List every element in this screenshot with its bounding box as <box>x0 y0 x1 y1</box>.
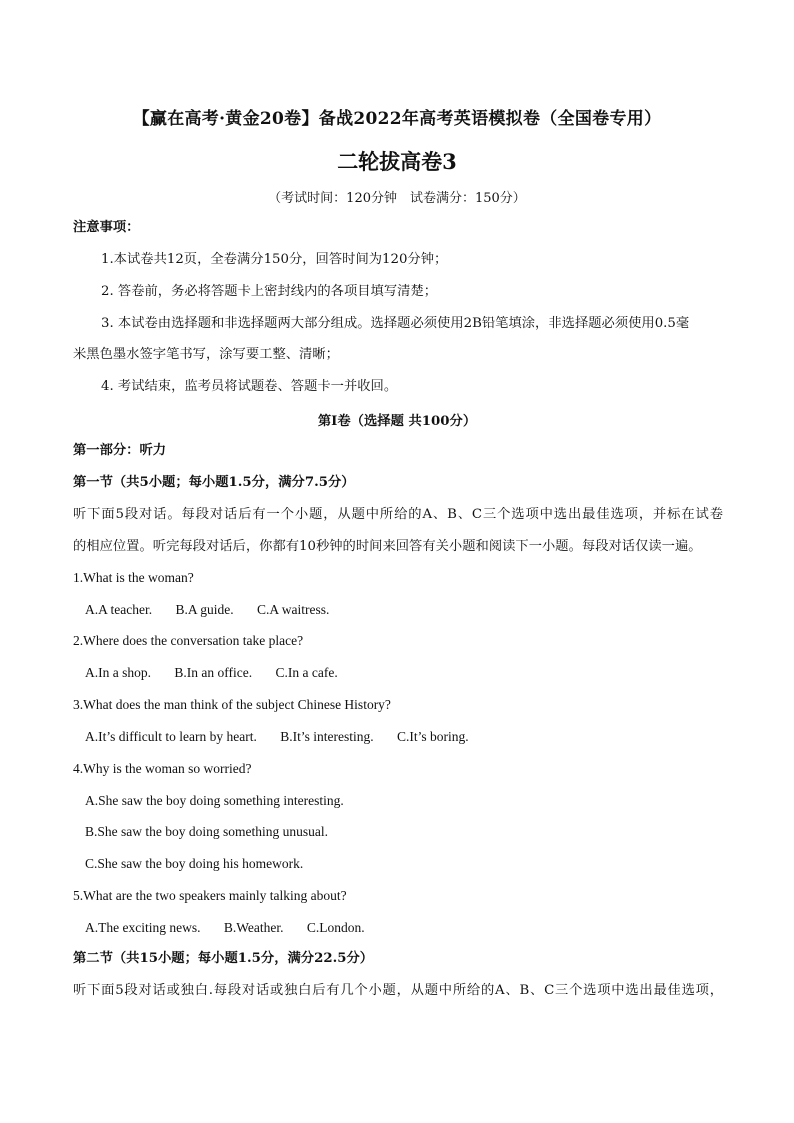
section1-heading: 第一节（共5小题；每小题1.5分，满分7.5分） <box>73 475 355 490</box>
option-a: A.The exciting news. <box>85 920 201 935</box>
notice-item: 4. 考试结束，监考员将试题卷、答题卡一并收回。 <box>101 379 398 394</box>
notice-item: 1.本试卷共12页，全卷满分150分，回答时间为120分钟； <box>101 252 448 267</box>
question-options <box>85 728 469 746</box>
notice-heading: 注意事项： <box>73 220 140 235</box>
option-a: A.She saw the boy doing something interesting. <box>85 793 344 808</box>
question-stem: 3.What does the man think of the subject Chinese History? <box>73 697 391 712</box>
option-c: C.London. <box>306 920 365 935</box>
option-b: B.In an office. <box>174 665 253 680</box>
volume-heading: 第I卷（选择题 共100分） <box>317 414 477 429</box>
section2-instruction-line: 听下面5段对话或独白.每段对话或独白后有几个小题，从题中所给的A、B、C三个选项中选出最佳选项， <box>73 983 723 998</box>
question-options <box>85 664 338 682</box>
question-stem: 5.What are the two speakers mainly talking about? <box>73 888 347 903</box>
question-stem: 4.Why is the woman so worried? <box>73 761 252 776</box>
notice-item: 3. 本试卷由选择题和非选择题两大部分组成。选择题必须使用2B铅笔填涂，非选择题必须使用0.5毫 <box>101 316 690 331</box>
option-b: B.She saw the boy doing something unusual. <box>85 824 328 839</box>
section1-instruction-line: 的相应位置。听完每段对话后，你都有10秒钟的时间来回答有关小题和阅读下一小题。每段对话仅读一遍。 <box>73 539 702 554</box>
option-a: A.It’s difficult to learn by heart. <box>85 729 257 744</box>
question-options <box>85 919 365 937</box>
question-options <box>85 601 329 619</box>
question-stem: 2.Where does the conversation take place? <box>73 633 304 648</box>
exam-time-info: （考试时间：120分钟 试卷满分：150分） <box>268 191 526 206</box>
exam-subtitle: 二轮拔高卷3 <box>337 149 457 174</box>
exam-title: 【赢在高考·黄金20卷】备战2022年高考英语模拟卷（全国卷专用） <box>132 109 662 129</box>
option-c: C.In a cafe. <box>275 665 338 680</box>
part1-heading: 第一部分：听力 <box>73 443 167 458</box>
question-stem: 1.What is the woman? <box>73 570 194 585</box>
option-b: B.A guide. <box>175 602 234 617</box>
notice-item-continued: 米黑色墨水签字笔书写，涂写要工整、清晰； <box>73 347 339 362</box>
option-b: B.It’s interesting. <box>280 729 374 744</box>
option-a: A.In a shop. <box>85 665 151 680</box>
option-c: C.A waitress. <box>257 602 330 617</box>
notice-item: 2. 答卷前，务必将答题卡上密封线内的各项目填写清楚； <box>101 284 438 299</box>
section2-heading: 第二节（共15小题；每小题1.5分，满分22.5分） <box>73 951 374 966</box>
option-b: B.Weather. <box>223 920 284 935</box>
section1-instruction-line: 听下面5段对话。每段对话后有一个小题，从题中所给的A、B、C三个选项中选出最佳选项，并标在试卷 <box>73 507 723 522</box>
option-c: C.She saw the boy doing his homework. <box>85 856 304 871</box>
option-a: A.A teacher. <box>85 602 153 617</box>
option-c: C.It’s boring. <box>396 729 469 744</box>
